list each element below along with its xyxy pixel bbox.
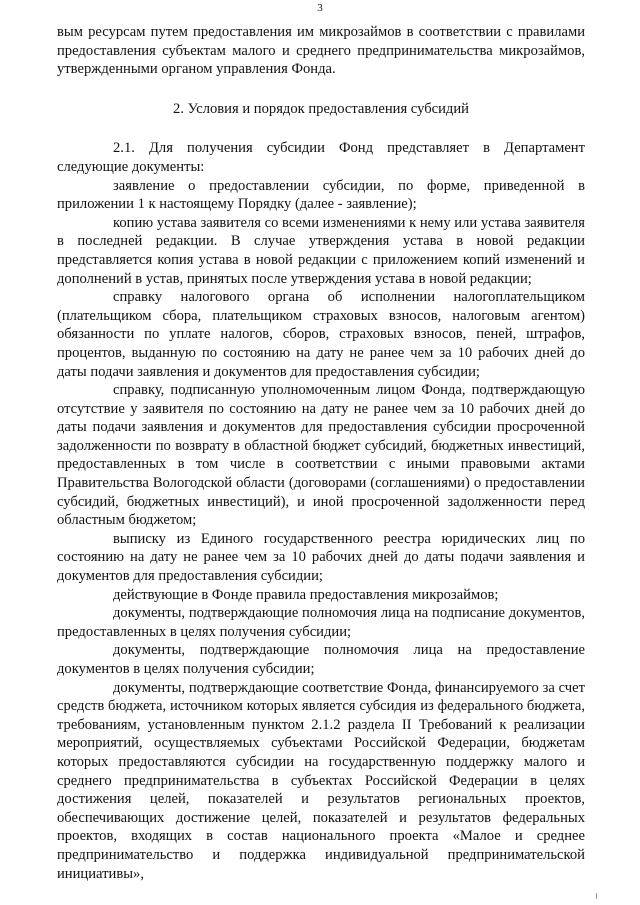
- intro-paragraph: вым ресурсам путем предоставления им микрозаймов в соответствии с правилами предоставления субъектам малого и среднего предпринимательства микрозаймов, утвержденными органом управления Фонда.: [57, 24, 585, 78]
- paragraph: справку, подписанную уполномоченным лицом Фонда, подтверждающую отсутствие у заявителя по состоянию на дату не ранее чем за 10 рабочих дней до даты подачи заявления и документов для предоставления субсидии просроченной задолженности по возврату в областной бюджет субсидий, бюджетных инвестиций, предоставленных в том числе в соответствии с иными правовыми актами Правительства Вологодской области (договорами (соглашениями) о предоставлении субсидий, бюджетных инвестиций), и иной просроченной задолженности перед областным бюджетом;: [57, 382, 585, 529]
- document-body: [57, 23, 585, 883]
- scan-mark: [596, 893, 597, 899]
- section-heading: 2. Условия и порядок предоставления субсидий: [173, 100, 469, 117]
- paragraph: действующие в Фонде правила предоставления микрозаймов;: [113, 586, 499, 603]
- paragraph: справку налогового органа об исполнении налогоплательщиком (плательщиком сбора, плательщиком страховых взносов, налоговым агентом) обязанности по уплате налогов, сборов, страховых взносов, пеней, штрафов, процентов, выданную по состоянию на дату не ранее чем за 10 рабочих дней до даты подачи заявления и документов для предоставления субсидии;: [57, 289, 585, 380]
- page-number: 3: [317, 2, 323, 14]
- paragraph: выписку из Единого государственного реестра юридических лиц по состоянию на дату не ранее чем за 10 рабочих дней до даты подачи заявления и документов для предоставления субсидии;: [57, 530, 585, 585]
- paragraph: документы, подтверждающие полномочия лица на предоставление документов в целях получения субсидии;: [57, 642, 585, 677]
- paragraph: 2.1. Для получения субсидии Фонд представляет в Департамент следующие документы:: [57, 140, 585, 175]
- paragraph: копию устава заявителя со всеми изменениями к нему или устава заявителя в последней редакции. В случае утверждения устава в новой редакции представляется копия устава в новой редакции с приложением копий изменений и дополнений в устав, принятых после утверждения устава в новой редакции;: [57, 214, 585, 287]
- paragraph: документы, подтверждающие полномочия лица на подписание документов, предоставленных в целях получения субсидии;: [57, 605, 585, 640]
- paragraph: заявление о предоставлении субсидии, по форме, приведенной в приложении 1 к настоящему Порядку (далее - заявление);: [57, 177, 585, 213]
- paragraph: документы, подтверждающие соответствие Фонда, финансируемого за счет средств бюджета, источником которых является субсидия из федерального бюджета, требованиям, установленным пунктом 2.1.2 раздела II Требований к реализации мероприятий, осуществляемых субъектами Российской Федерации, бюджетам которых предоставляются субсидии на государственную поддержку малого и среднего предпринимательства в субъектах Российской Федерации в целях достижения целей, показателей и результатов региональных проектов, обеспечивающих достижение целей, показателей и результатов федеральных проектов, входящих в состав национального проекта «Малое и среднее предпринимательство и поддержка индивидуальной предпринимательской инициативы»,: [57, 679, 585, 882]
